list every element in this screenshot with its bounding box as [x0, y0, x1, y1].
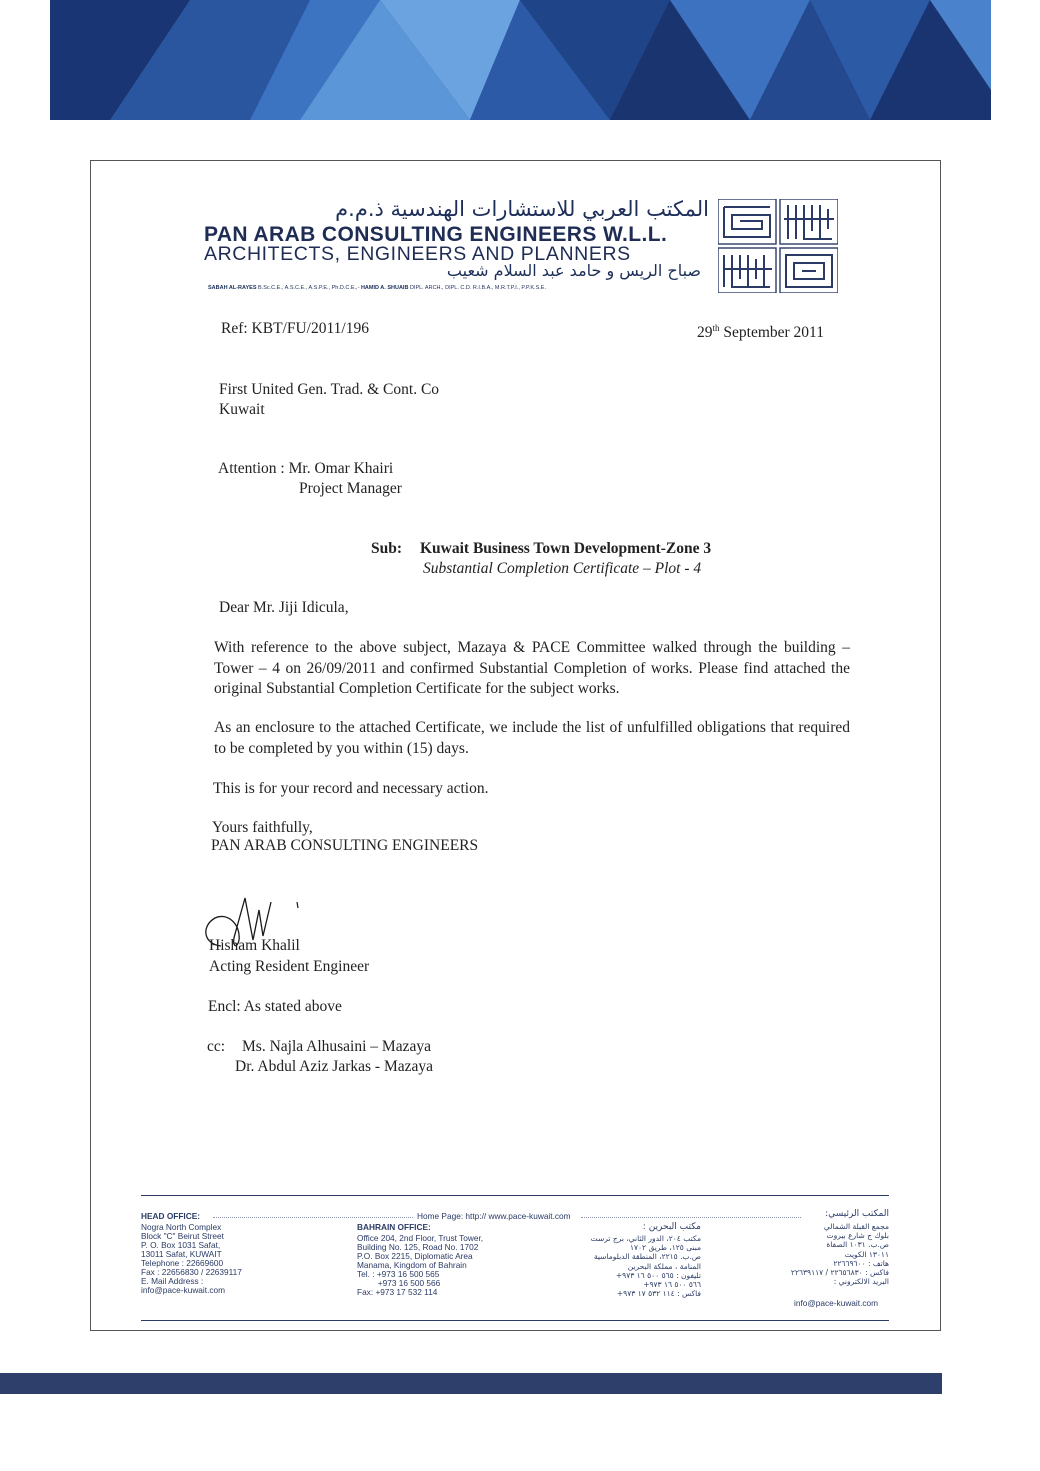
footer-top-rule	[141, 1195, 889, 1196]
letter-page	[90, 160, 941, 1331]
partner2-name: HAMID A. SHUAIB	[360, 285, 409, 291]
bottom-decorative-bar	[0, 1373, 942, 1394]
bahrain-office-address: Office 204, 2nd Floor, Trust Tower, Building No. 125, Road No. 1702 P.O. Box 2215, Diplomatic Area Manama, Kingdom of Bahrain Tel. : +973 16 500 565 +973 16 500 566 Fax: +973 17 532 114	[357, 1233, 484, 1297]
partner2-credentials: DIPL. ARCH., DIPL. C.D. R.I.B.A., M.R.T.P.I., P.P.K.S.E.	[409, 285, 546, 291]
body-paragraph-2: As an enclosure to the attached Certificate, we include the list of unfulfilled obligations that required to be completed by you within (15) days.	[214, 719, 850, 757]
letter-date	[697, 318, 824, 343]
cc-recipient-2: Dr. Abdul Aziz Jarkas - Mazaya	[235, 1058, 433, 1075]
partner-credentials	[208, 285, 546, 291]
body-paragraph-1: With reference to the above subject, Mazaya & PACE Committee walked through the building – Tower – 4 on 26/09/2011 and confirmed Substantial Completion of works. Please find attached the original Substantial Completion Certificate for the subject works.	[214, 639, 850, 697]
head-office-arabic-label: المكتب الرئيسي:	[825, 1209, 889, 1219]
partner1-credentials: B.Sc.C.E., A.S.C.E., A.S.P.E., Ph.D.C.E.,-	[258, 285, 361, 291]
bahrain-office-heading: BAHRAIN OFFICE:	[357, 1222, 431, 1232]
head-office-address: Nogra North Complex Block "C" Beirut Street P. O. Box 1031 Safat, 13011 Safat, KUWAIT Telephone : 22669600 Fax : 22656830 / 22639117 E. Mail Address : info@pace-kuwait.com	[141, 1222, 242, 1295]
date-suffix: th	[712, 323, 720, 333]
bahrain-office-arabic-address: مكتب ٢٠٤، الدور الثاني، برج ترست مبنى ١٢٥، طريق ١٧٠٢ ص.ب. ٢٢١٥، المنطقة الدبلوماسية المنامة ، مملكة البحرين تليفون : ٥٦٥ ٥٠٠ ١٦ ٩٧٣+ ٥٦٦ ٥٠٠ ١٦ ٩٧٣+ فاكس : ١١٤ ٥٣٢ ١٧ ٩٧٣+	[590, 1234, 701, 1299]
arabic-firm-name: المكتب العربي للاستشارات الهندسية ذ.م.م	[335, 197, 709, 221]
date-month-year: September 2011	[719, 324, 824, 342]
signer-title: Acting Resident Engineer	[209, 958, 370, 975]
arabic-partner-names: صباح الريس و حامد عبد السلام شعيب	[446, 261, 701, 280]
subject-subtitle: Substantial Completion Certificate – Plot - 4	[423, 560, 702, 577]
reference-number: Ref: KBT/FU/2011/196	[221, 320, 369, 337]
home-page-link[interactable]: Home Page: http:// www.pace-kuwait.com	[417, 1211, 571, 1221]
body-paragraph-3: This is for your record and necessary action.	[213, 780, 489, 797]
recipient-country: Kuwait	[219, 401, 265, 418]
closing-firm: PAN ARAB CONSULTING ENGINEERS	[211, 837, 479, 854]
cc-label: cc:	[207, 1038, 226, 1055]
partner1-name: SABAH AL-RAYES	[208, 285, 257, 291]
subject-label: Sub:	[371, 540, 403, 557]
subject-title: Kuwait Business Town Development-Zone 3	[420, 540, 712, 557]
attention-title: Project Manager	[299, 480, 402, 497]
head-office-label	[141, 1212, 200, 1221]
recipient-company: First United Gen. Trad. & Cont. Co	[219, 381, 440, 398]
closing: Yours faithfully,	[212, 819, 313, 836]
enclosure-note: Encl: As stated above	[208, 998, 342, 1015]
firm-name: PAN ARAB CONSULTING ENGINEERS W.L.L.	[204, 223, 668, 246]
attention-line: Attention : Mr. Omar Khairi	[218, 460, 394, 477]
bahrain-office-arabic-label: مكتب البحرين :	[642, 1222, 701, 1232]
email-address[interactable]: info@pace-kuwait.com	[794, 1298, 879, 1308]
footer-dotted-line-left	[213, 1217, 413, 1218]
head-office-arabic-address: مجمع القبلة الشمالي بلوك ج شارع بيروت ص.ب. ١٠٣١ الصفاة ١٣٠١١ الكويت هاتف : ٢٢٦٦٩٦٠٠ فاكس : ٢٢٦٥٦٨٣٠ / ٢٢٦٣٩١١٧ البريد الالكتروني :	[790, 1222, 889, 1287]
salutation: Dear Mr. Jiji Idicula,	[219, 599, 349, 616]
geometric-pattern	[50, 0, 991, 120]
firm-tagline: ARCHITECTS, ENGINEERS AND PLANNERS	[204, 243, 631, 265]
bahrain-office-label	[357, 1223, 431, 1232]
footer-bottom-rule	[141, 1320, 889, 1321]
decorative-banner	[50, 0, 991, 120]
calligraphy-logo	[718, 199, 838, 293]
date-day: 29	[697, 324, 713, 342]
signer-name: Hisham Khalil	[209, 937, 300, 954]
head-office-heading: HEAD OFFICE:	[141, 1211, 200, 1221]
cc-recipient-1: Ms. Najla Alhusaini – Mazaya	[242, 1038, 431, 1055]
